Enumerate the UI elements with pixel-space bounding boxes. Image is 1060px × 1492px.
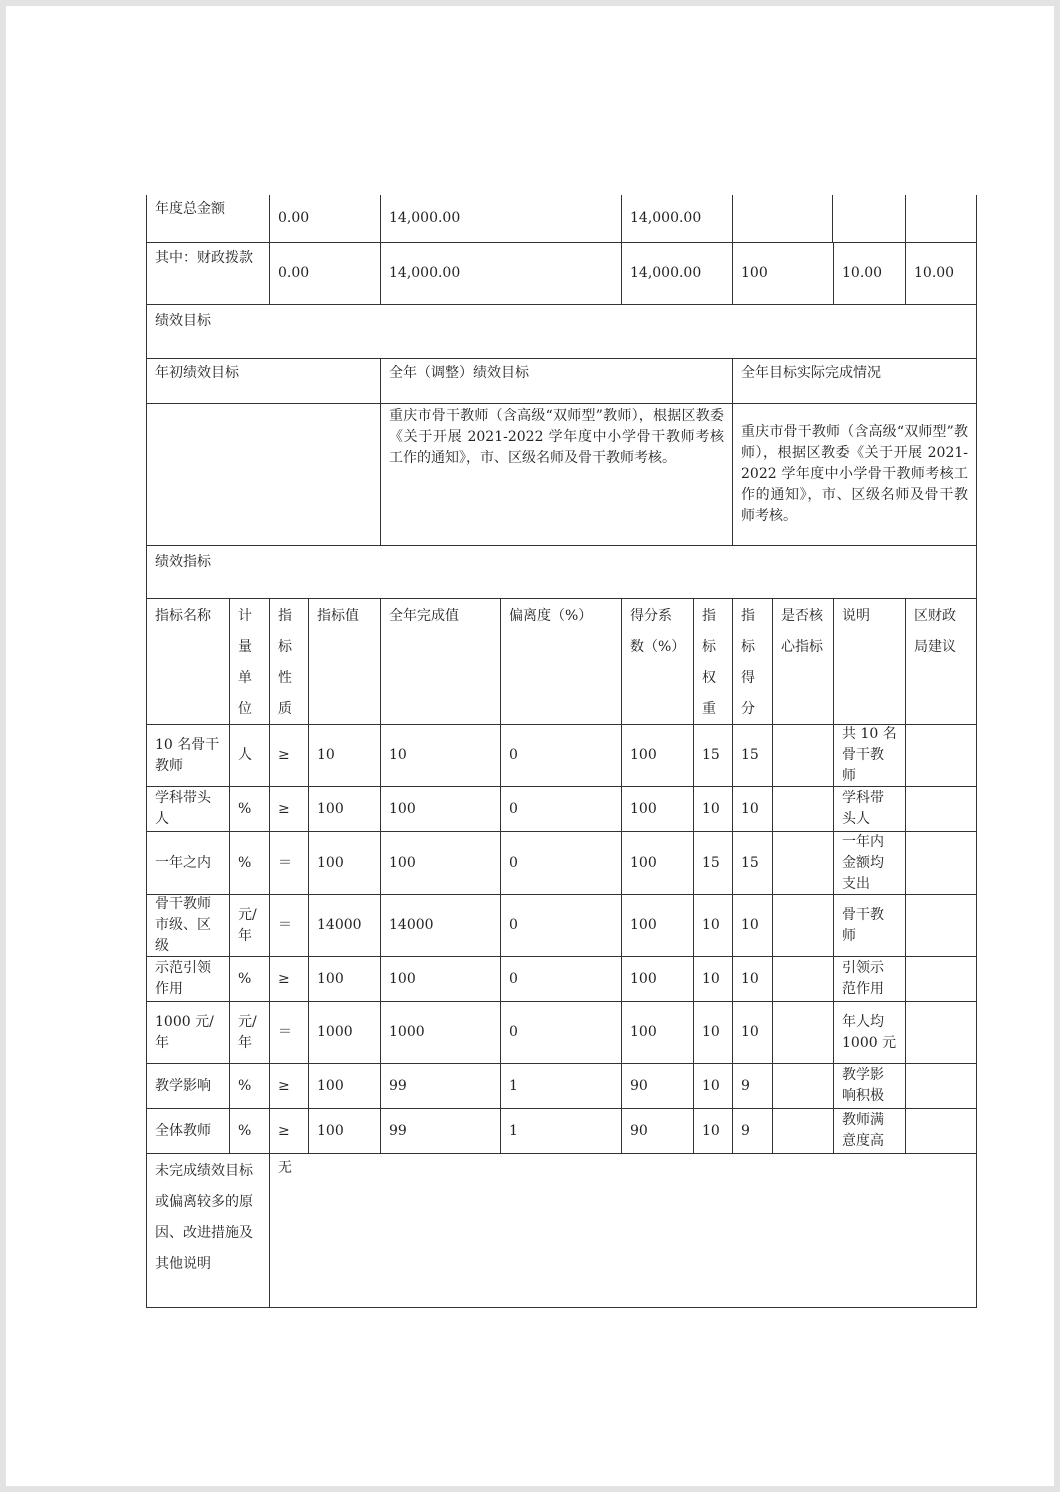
indicator-weight: 10 (693, 786, 732, 831)
indicator-nature: ≥ (269, 1108, 308, 1153)
indicator-core (772, 1063, 833, 1108)
indicator-coefficient: 100 (621, 786, 693, 831)
indicator-coefficient: 100 (621, 831, 693, 894)
indicator-value: 100 (308, 1063, 380, 1108)
indicator-unit: % (229, 786, 269, 831)
indicator-weight: 10 (693, 956, 732, 1001)
indicator-score: 15 (732, 831, 772, 894)
goals-col-adjusted: 全年（调整）绩效目标 (380, 358, 732, 403)
header-core: 是否核心指标 (772, 598, 833, 724)
indicator-value: 1000 (308, 1001, 380, 1063)
budget-total-label: 年度总金额 (146, 195, 269, 242)
budget-total-executed: 14,000.00 (621, 195, 732, 242)
indicator-deviation: 1 (500, 1063, 621, 1108)
budget-fiscal-initial: 0.00 (269, 242, 380, 304)
header-unit: 计量单位 (229, 598, 269, 724)
indicator-value: 100 (308, 831, 380, 894)
goals-initial-text (146, 403, 380, 545)
indicator-core (772, 1108, 833, 1153)
indicator-actual: 99 (380, 1108, 500, 1153)
indicator-deviation: 0 (500, 1001, 621, 1063)
indicator-weight: 15 (693, 724, 732, 786)
indicator-actual: 10 (380, 724, 500, 786)
indicator-nature: ≥ (269, 956, 308, 1001)
indicator-actual: 1000 (380, 1001, 500, 1063)
goals-actual-text: 重庆市骨干教师（含高级“双师型”教师），根据区教委《关于开展 2021-2022 学年度中小学骨干教师考核工作的通知》，市、区级名师及骨干教师考核。 (732, 403, 977, 545)
indicator-actual: 100 (380, 831, 500, 894)
indicator-nature: ＝ (269, 894, 308, 956)
indicator-score: 10 (732, 1001, 772, 1063)
indicator-deviation: 0 (500, 956, 621, 1001)
header-finance-advice: 区财政局建议 (905, 598, 977, 724)
header-deviation: 偏离度（%） (500, 598, 621, 724)
goals-col-actual: 全年目标实际完成情况 (732, 358, 977, 403)
indicator-core (772, 786, 833, 831)
header-indicator-name: 指标名称 (146, 598, 229, 724)
indicator-nature: ≥ (269, 724, 308, 786)
header-score: 指标得分 (732, 598, 772, 724)
budget-total-score (905, 195, 977, 242)
indicator-core (772, 1001, 833, 1063)
indicator-advice (905, 894, 977, 956)
indicator-weight: 10 (693, 1108, 732, 1153)
explanation-value: 无 (269, 1153, 977, 1308)
indicator-coefficient: 90 (621, 1108, 693, 1153)
header-actual: 全年完成值 (380, 598, 500, 724)
indicator-unit: % (229, 956, 269, 1001)
document-page (6, 6, 1054, 1486)
budget-total-weight (833, 195, 905, 242)
indicator-actual: 100 (380, 956, 500, 1001)
indicator-advice (905, 786, 977, 831)
indicator-score: 9 (732, 1108, 772, 1153)
budget-fiscal-executed: 14,000.00 (621, 242, 732, 304)
indicator-deviation: 0 (500, 831, 621, 894)
indicator-deviation: 0 (500, 894, 621, 956)
indicator-nature: ＝ (269, 1001, 308, 1063)
indicator-nature: ＝ (269, 831, 308, 894)
indicator-name: 全体教师 (146, 1108, 229, 1153)
indicator-unit: % (229, 1108, 269, 1153)
indicator-value: 100 (308, 956, 380, 1001)
indicator-coefficient: 100 (621, 956, 693, 1001)
indicator-advice (905, 724, 977, 786)
goals-section-title: 绩效目标 (146, 304, 977, 358)
indicator-coefficient: 90 (621, 1063, 693, 1108)
indicator-advice (905, 1063, 977, 1108)
header-weight: 指标权重 (693, 598, 732, 724)
indicator-deviation: 0 (500, 724, 621, 786)
budget-fiscal-label: 其中：财政拨款 (146, 242, 269, 304)
budget-total-adjusted: 14,000.00 (380, 195, 621, 242)
indicator-actual: 14000 (380, 894, 500, 956)
indicator-core (772, 724, 833, 786)
indicator-name: 一年之内 (146, 831, 229, 894)
budget-fiscal-weight: 10.00 (833, 242, 905, 304)
indicator-score: 9 (732, 1063, 772, 1108)
indicator-advice (905, 1108, 977, 1153)
indicator-note: 教师满意度高 (833, 1108, 905, 1153)
indicator-name: 骨干教师市级、区级 (146, 894, 229, 956)
indicator-score: 10 (732, 956, 772, 1001)
indicator-actual: 99 (380, 1063, 500, 1108)
indicator-coefficient: 100 (621, 894, 693, 956)
indicator-name: 教学影响 (146, 1063, 229, 1108)
indicator-advice (905, 1001, 977, 1063)
indicator-advice (905, 831, 977, 894)
indicator-nature: ≥ (269, 1063, 308, 1108)
budget-fiscal-score: 10.00 (905, 242, 977, 304)
indicator-unit: % (229, 831, 269, 894)
indicator-value: 14000 (308, 894, 380, 956)
indicator-name: 学科带头人 (146, 786, 229, 831)
indicator-weight: 10 (693, 1063, 732, 1108)
indicator-score: 10 (732, 894, 772, 956)
indicator-unit: 人 (229, 724, 269, 786)
indicators-section-title: 绩效指标 (146, 545, 977, 598)
header-coefficient: 得分系数（%） (621, 598, 693, 724)
header-nature: 指标性质 (269, 598, 308, 724)
indicator-core (772, 831, 833, 894)
indicator-name: 示范引领作用 (146, 956, 229, 1001)
budget-total-initial: 0.00 (269, 195, 380, 242)
indicator-coefficient: 100 (621, 724, 693, 786)
indicator-unit: % (229, 1063, 269, 1108)
indicator-deviation: 0 (500, 786, 621, 831)
header-value: 指标值 (308, 598, 380, 724)
header-note: 说明 (833, 598, 905, 724)
indicator-advice (905, 956, 977, 1001)
indicator-note: 引领示范作用 (833, 956, 905, 1001)
indicator-nature: ≥ (269, 786, 308, 831)
explanation-label: 未完成绩效目标或偏离较多的原因、改进措施及其他说明 (146, 1153, 269, 1308)
indicator-core (772, 894, 833, 956)
indicator-score: 15 (732, 724, 772, 786)
performance-evaluation-table (146, 195, 979, 1307)
goals-adjusted-text: 重庆市骨干教师（含高级“双师型”教师），根据区教委《关于开展 2021-2022 学年度中小学骨干教师考核工作的通知》，市、区级名师及骨干教师考核。 (380, 403, 732, 545)
indicator-note: 教学影响积极 (833, 1063, 905, 1108)
indicator-note: 一年内金额均支出 (833, 831, 905, 894)
indicator-unit: 元/年 (229, 894, 269, 956)
indicator-value: 100 (308, 1108, 380, 1153)
indicator-name: 10 名骨干教师 (146, 724, 229, 786)
indicator-core (772, 956, 833, 1001)
budget-fiscal-rate: 100 (732, 242, 833, 304)
indicator-value: 100 (308, 786, 380, 831)
indicator-weight: 15 (693, 831, 732, 894)
goals-col-initial: 年初绩效目标 (146, 358, 380, 403)
indicator-note: 学科带头人 (833, 786, 905, 831)
indicator-note: 共 10 名骨干教师 (833, 724, 905, 786)
indicator-note: 年人均 1000 元 (833, 1001, 905, 1063)
indicator-unit: 元/年 (229, 1001, 269, 1063)
indicator-value: 10 (308, 724, 380, 786)
indicator-coefficient: 100 (621, 1001, 693, 1063)
indicator-score: 10 (732, 786, 772, 831)
indicator-note: 骨干教师 (833, 894, 905, 956)
budget-fiscal-adjusted: 14,000.00 (380, 242, 621, 304)
indicator-name: 1000 元/年 (146, 1001, 229, 1063)
budget-total-rate (732, 195, 833, 242)
indicator-weight: 10 (693, 894, 732, 956)
indicator-actual: 100 (380, 786, 500, 831)
indicator-weight: 10 (693, 1001, 732, 1063)
indicator-deviation: 1 (500, 1108, 621, 1153)
